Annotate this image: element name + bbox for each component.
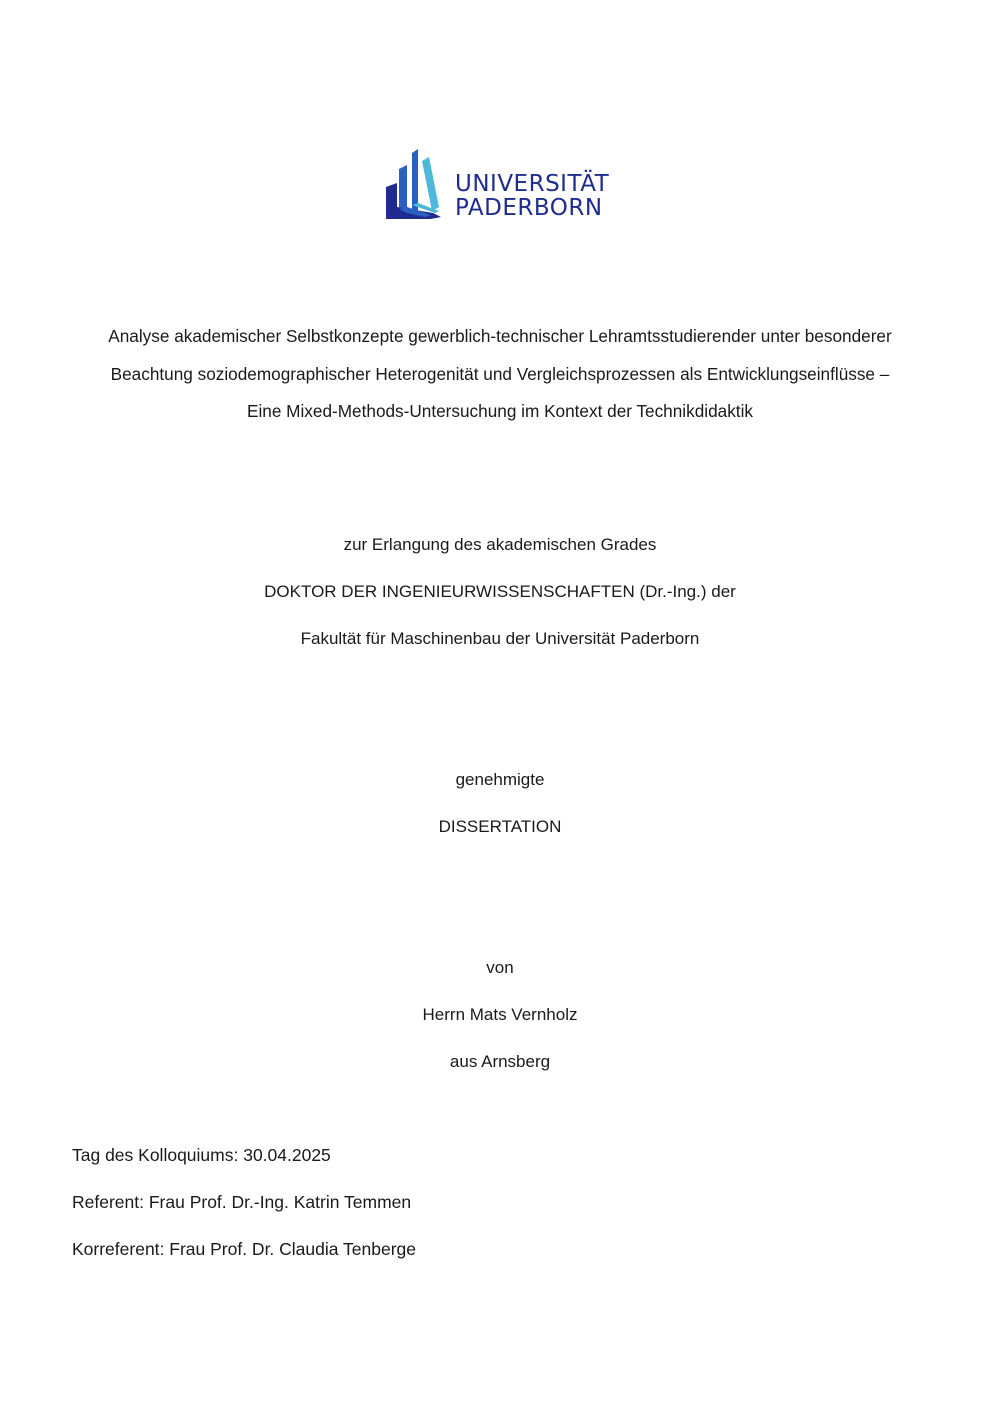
document-type: DISSERTATION — [438, 817, 562, 836]
title-line: Analyse akademischer Selbstkonzepte gewerblich-technischer Lehramtsstudierender unter besonderer — [108, 326, 892, 346]
logo-line-1: UNIVERSITÄT — [455, 171, 610, 197]
dissertation-title — [0, 318, 1000, 431]
approval-line: genehmigte — [455, 770, 545, 789]
university-logo-mark-icon — [385, 147, 445, 223]
degree-line-2: DOKTOR DER INGENIEURWISSENSCHAFTEN (Dr.-Ing.) der — [264, 582, 736, 601]
faculty-line: Fakultät für Maschinenbau der Universität Paderborn — [300, 629, 700, 648]
logo-line-2: PADERBORN — [455, 195, 603, 221]
title-line: Eine Mixed-Methods-Untersuchung im Kontext der Technikdidaktik — [246, 401, 753, 421]
colloquium-date: Tag des Kolloquiums: 30.04.2025 — [72, 1145, 331, 1165]
referent: Referent: Frau Prof. Dr.-Ing. Katrin Temmen — [72, 1192, 412, 1212]
university-logo — [385, 147, 625, 223]
author-prefix: von — [486, 958, 514, 977]
university-logo-text — [455, 172, 609, 220]
author-origin: aus Arnsberg — [449, 1052, 551, 1071]
author-name: Herrn Mats Vernholz — [422, 1005, 578, 1024]
degree-line-1: zur Erlangung des akademischen Grades — [343, 535, 657, 554]
korreferent: Korreferent: Frau Prof. Dr. Claudia Tenberge — [72, 1239, 417, 1259]
title-line: Beachtung soziodemographischer Heterogenität und Vergleichsprozessen als Entwicklungseinflüsse – — [110, 363, 890, 384]
